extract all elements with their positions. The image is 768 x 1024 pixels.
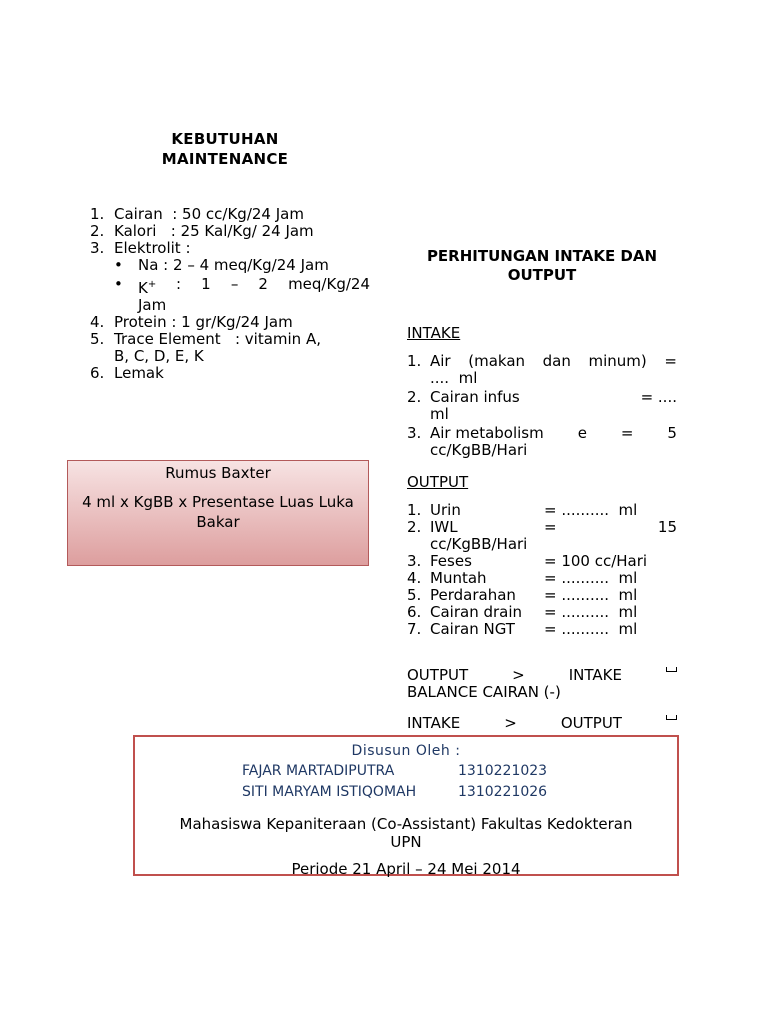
- item-number: 3.: [90, 239, 105, 257]
- author-name: SITI MARYAM ISTIQOMAH: [242, 784, 417, 800]
- bullet-icon: •: [114, 256, 123, 274]
- item-value: 15: [657, 518, 677, 536]
- list-item: [407, 621, 677, 638]
- maintenance-title-line2: MAINTENANCE: [161, 150, 289, 168]
- item-value: 5: [667, 424, 677, 442]
- item-value: = ....: [640, 388, 677, 406]
- list-item: [90, 240, 370, 257]
- list-item: [407, 502, 677, 519]
- item-text: Kalori : 25 Kal/Kg/ 24 Jam: [114, 222, 314, 240]
- item-text: dan: [542, 352, 571, 370]
- item-text: (makan: [468, 352, 526, 370]
- item-label: Urin: [430, 501, 461, 519]
- item-text: =: [620, 424, 634, 442]
- item-text: Protein : 1 gr/Kg/24 Jam: [114, 313, 293, 331]
- affiliation: Mahasiswa Kepaniteraan (Co-Assistant) Fakultas Kedokteran UPN: [179, 815, 633, 851]
- item-value-cont: cc/KgBB/Hari: [430, 535, 528, 553]
- item-text: Elektrolit :: [114, 239, 191, 257]
- balance-text: OUTPUT: [560, 714, 622, 732]
- item-value: = .......... ml: [544, 586, 638, 604]
- list-item: [90, 314, 370, 331]
- balance-text: OUTPUT: [407, 666, 469, 684]
- maintenance-title-line1: KEBUTUHAN: [171, 130, 279, 148]
- item-label: Cairan infus: [430, 388, 520, 406]
- box-glyph-icon: [666, 715, 677, 720]
- intake-heading: INTAKE: [407, 324, 461, 342]
- baxter-title: Rumus Baxter: [165, 464, 271, 482]
- item-number: 6.: [407, 603, 422, 621]
- balance-statement-positive: [407, 715, 677, 732]
- item-label: Perdarahan: [430, 586, 516, 604]
- item-value: = .......... ml: [544, 501, 638, 519]
- item-text: e: [577, 424, 587, 442]
- balance-operator: >: [512, 666, 525, 684]
- list-item: [90, 206, 370, 223]
- item-number: 3.: [407, 552, 422, 570]
- item-label: Cairan drain: [430, 603, 523, 621]
- period: Periode 21 April – 24 Mei 2014: [291, 860, 521, 878]
- baxter-formula: 4 ml x KgBB x Presentase Luas Luka Bakar: [82, 493, 354, 531]
- maintenance-title: [130, 129, 320, 169]
- item-number: 4.: [407, 569, 422, 587]
- list-item: [407, 353, 677, 387]
- box-glyph-icon: [666, 667, 677, 672]
- author-row: [135, 761, 677, 782]
- item-number: 5.: [90, 330, 105, 348]
- item-value: = .......... ml: [544, 620, 638, 638]
- electrolyte-name: K: [138, 279, 148, 297]
- authors-heading: Disusun Oleh :: [351, 743, 461, 759]
- list-item: [90, 223, 370, 240]
- electrolyte-text: : 1 – 2 meq/Kg/24: [176, 275, 370, 293]
- item-text: Lemak: [114, 364, 164, 382]
- author-nim: 1310221026: [458, 784, 548, 800]
- item-label: Cairan NGT: [430, 620, 515, 638]
- intake-list: [407, 353, 677, 459]
- item-text: =: [544, 518, 557, 536]
- item-value: .... ml: [430, 369, 478, 387]
- item-text: minum): [588, 352, 647, 370]
- balance-operator: >: [504, 714, 517, 732]
- electrolyte-item: [90, 257, 370, 274]
- item-value: = 100 cc/Hari: [544, 552, 648, 570]
- item-text: =: [664, 352, 677, 370]
- author-name: FAJAR MARTADIPUTRA: [242, 763, 395, 779]
- electrolyte-text: Na : 2 – 4 meq/Kg/24 Jam: [138, 256, 329, 274]
- item-number: 2.: [407, 388, 422, 406]
- item-value: = .......... ml: [544, 603, 638, 621]
- balance-text: INTAKE: [407, 714, 461, 732]
- item-label: IWL: [430, 518, 458, 536]
- item-number: 2.: [90, 222, 105, 240]
- baxter-formula-box: [67, 460, 369, 566]
- item-label: Feses: [430, 552, 472, 570]
- bullet-icon: •: [114, 275, 123, 293]
- list-item: [407, 587, 677, 604]
- item-label: Muntah: [430, 569, 487, 587]
- list-item: [407, 389, 677, 423]
- item-number: 1.: [90, 205, 105, 223]
- balance-statement-negative: [407, 667, 677, 701]
- item-value: = .......... ml: [544, 569, 638, 587]
- list-item: [407, 570, 677, 587]
- author-box: [133, 735, 679, 876]
- electrolyte-text-cont: Jam: [138, 296, 167, 314]
- item-text-cont: B, C, D, E, K: [114, 347, 204, 365]
- item-number: 3.: [407, 424, 422, 442]
- list-item: [407, 425, 677, 459]
- item-number: 6.: [90, 364, 105, 382]
- item-number: 2.: [407, 518, 422, 536]
- output-list: [407, 502, 677, 638]
- item-value-cont: cc/KgBB/Hari: [430, 441, 528, 459]
- item-number: 1.: [407, 501, 422, 519]
- electrolyte-item: [90, 276, 370, 314]
- item-text: Cairan : 50 cc/Kg/24 Jam: [114, 205, 304, 223]
- balance-text: INTAKE: [568, 666, 622, 684]
- intake-output-title: PERHITUNGAN INTAKE DAN OUTPUT: [426, 247, 658, 284]
- maintenance-list: [90, 206, 370, 382]
- list-item: [90, 331, 370, 365]
- electrolyte-charge: +: [147, 279, 157, 290]
- item-number: 7.: [407, 620, 422, 638]
- item-number: 5.: [407, 586, 422, 604]
- item-number: 4.: [90, 313, 105, 331]
- list-item: [407, 519, 677, 553]
- item-label: Air metabolism: [430, 424, 544, 442]
- author-nim: 1310221023: [458, 763, 548, 779]
- item-value-cont: ml: [430, 405, 449, 423]
- author-row: [135, 782, 677, 803]
- list-item: [407, 604, 677, 621]
- item-text: Trace Element : vitamin A,: [114, 330, 321, 348]
- list-item: [407, 553, 677, 570]
- item-text: Air: [430, 352, 451, 370]
- output-heading: OUTPUT: [407, 473, 469, 491]
- item-number: 1.: [407, 352, 422, 370]
- list-item: [90, 365, 370, 382]
- balance-result: BALANCE CAIRAN (-): [407, 683, 561, 701]
